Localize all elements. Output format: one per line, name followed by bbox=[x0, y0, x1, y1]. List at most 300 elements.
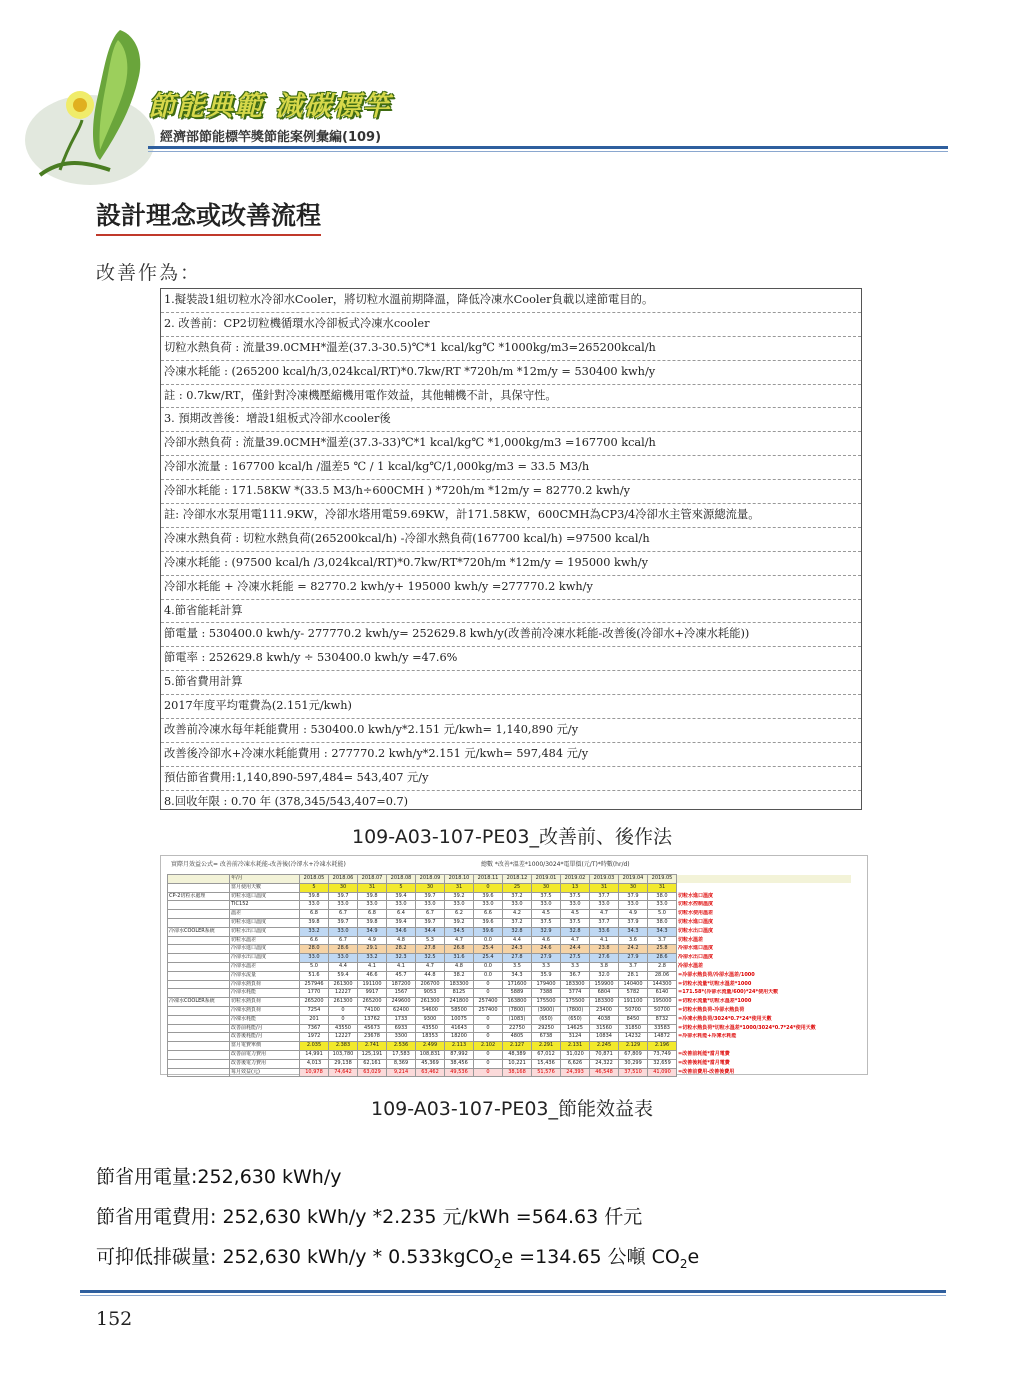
table-cell: 5.0 bbox=[648, 910, 677, 919]
table-cell: 6.8 bbox=[300, 910, 329, 919]
row-label: 切粒水進口溫度 bbox=[230, 918, 300, 927]
table-cell: 31.6 bbox=[445, 954, 474, 963]
page-header bbox=[0, 0, 1024, 190]
table-cell: 6738 bbox=[532, 1033, 561, 1042]
table-cell: 25.4 bbox=[474, 945, 503, 954]
table-cell: 27.8 bbox=[416, 945, 445, 954]
table-cell: 159900 bbox=[590, 980, 619, 989]
table-cell: 27.5 bbox=[561, 954, 590, 963]
calc-line: 冷凍水耗能 : (97500 kcal/h /3,024kcal/RT)*0.7kw/RT*720h/m *12m/y = 195000 kwh/y bbox=[161, 552, 861, 576]
table-cell: 9,214 bbox=[387, 1068, 416, 1077]
month-header: 2018.12 bbox=[503, 875, 532, 884]
table-cell: 3.3 bbox=[532, 962, 561, 971]
table-cell: 4.9 bbox=[619, 910, 648, 919]
table-cell: 33.2 bbox=[358, 954, 387, 963]
table-cell: 15,436 bbox=[532, 1059, 561, 1068]
table-row bbox=[168, 1033, 852, 1042]
table-cell: 0 bbox=[474, 980, 503, 989]
table-cell: 10075 bbox=[445, 1015, 474, 1024]
month-header: 2018.09 bbox=[416, 875, 445, 884]
table-cell: (3900) bbox=[532, 1006, 561, 1015]
table-cell: 51.6 bbox=[300, 971, 329, 980]
row-label: 冷凍水耗能 bbox=[230, 1015, 300, 1024]
table-cell: 37.2 bbox=[503, 918, 532, 927]
table-cell: 2.131 bbox=[561, 1042, 590, 1051]
table-cell: 24.2 bbox=[619, 945, 648, 954]
table-cell: 31 bbox=[445, 883, 474, 892]
table-cell: 70,871 bbox=[590, 1050, 619, 1059]
table-cell: 33.0 bbox=[590, 901, 619, 910]
calc-line: 冷凍水熱負荷 : 切粒水熱負荷(265200kcal/h) -冷卻水熱負荷(167700 kcal/h) =97500 kcal/h bbox=[161, 528, 861, 552]
calc-line: 註: 冷卻水水泵用電111.9KW，冷卻水塔用電59.69KW，計171.58KW，600CMH為CP3/4冷卻水主管來源總流量。 bbox=[161, 504, 861, 528]
row-label: 冷卻水出口溫度 bbox=[230, 954, 300, 963]
table-cell: 24.6 bbox=[532, 945, 561, 954]
table-cell: 4.7 bbox=[445, 936, 474, 945]
calc-line: 節電率 : 252629.8 kwh/y ÷ 530400.0 kwh/y =47.6% bbox=[161, 647, 861, 671]
month-header: 2018.05 bbox=[300, 875, 329, 884]
table-cell: 32.0 bbox=[590, 971, 619, 980]
table-cell: 265200 bbox=[358, 998, 387, 1007]
row-group bbox=[168, 883, 230, 892]
table-cell: 25 bbox=[503, 883, 532, 892]
table-cell: 7367 bbox=[300, 1024, 329, 1033]
table-row bbox=[168, 962, 852, 971]
calc-line: 3. 預期改善後：增設1組板式冷卻水cooler後 bbox=[161, 408, 861, 432]
row-group bbox=[168, 918, 230, 927]
table-row bbox=[168, 980, 852, 989]
row-group bbox=[168, 945, 230, 954]
table-cell: 0 bbox=[329, 1006, 358, 1015]
table-cell: 23.8 bbox=[590, 945, 619, 954]
table-cell: 4805 bbox=[503, 1033, 532, 1042]
table-cell: 17,583 bbox=[387, 1050, 416, 1059]
table-cell: 38.0 bbox=[648, 918, 677, 927]
table-cell: 46.6 bbox=[358, 971, 387, 980]
month-header: 2018.10 bbox=[445, 875, 474, 884]
table-cell: 4.8 bbox=[445, 962, 474, 971]
table-cell: 28.06 bbox=[648, 971, 677, 980]
table-cell: 74100 bbox=[358, 1006, 387, 1015]
table-cell: 33.6 bbox=[590, 927, 619, 936]
table-cell: 140400 bbox=[619, 980, 648, 989]
table-cell: 37.7 bbox=[590, 918, 619, 927]
table-cell: 24,393 bbox=[561, 1068, 590, 1077]
row-label: 切粒水出口溫度 bbox=[230, 927, 300, 936]
table-cell: 87,992 bbox=[445, 1050, 474, 1059]
table-cell: 14625 bbox=[561, 1024, 590, 1033]
row-formula-note: 切粒水使用溫差 bbox=[678, 910, 714, 917]
table-cell: 257400 bbox=[474, 1006, 503, 1015]
row-label: 當月電費單價 bbox=[230, 1042, 300, 1051]
row-label: 改善後電力費用 bbox=[230, 1059, 300, 1068]
table-cell: 171600 bbox=[503, 980, 532, 989]
table-cell: 10834 bbox=[590, 1033, 619, 1042]
table-cell: 0 bbox=[474, 1024, 503, 1033]
table-cell: 59.4 bbox=[329, 971, 358, 980]
table-cell: 37.9 bbox=[619, 918, 648, 927]
table-cell: 257946 bbox=[300, 980, 329, 989]
table-cell: 29250 bbox=[532, 1024, 561, 1033]
table-cell: 3.6 bbox=[619, 936, 648, 945]
row-label: 切粒水溫差 bbox=[230, 936, 300, 945]
table-cell: 187200 bbox=[387, 980, 416, 989]
table-cell: 4.1 bbox=[387, 962, 416, 971]
table-cell: 35.9 bbox=[532, 971, 561, 980]
table-cell: 4.6 bbox=[532, 936, 561, 945]
row-group bbox=[168, 1050, 230, 1059]
table-cell: 31 bbox=[648, 883, 677, 892]
calc-line: 冷卻水熱負荷 : 流量39.0CMH*溫差(37.3-33)℃*1 kcal/kg℃ *1,000kg/m3 =167700 kcal/h bbox=[161, 432, 861, 456]
table-cell: 1770 bbox=[300, 989, 329, 998]
table-cell: 43550 bbox=[416, 1024, 445, 1033]
table-cell: 5782 bbox=[619, 989, 648, 998]
table-cell: 73,749 bbox=[648, 1050, 677, 1059]
row-label: 冷卻水耗能 bbox=[230, 989, 300, 998]
table-cell: 58500 bbox=[445, 1006, 474, 1015]
table-cell: 33.0 bbox=[358, 901, 387, 910]
table-cell: 34.3 bbox=[619, 927, 648, 936]
table-cell: 18200 bbox=[445, 1033, 474, 1042]
table-cell: 33.0 bbox=[329, 901, 358, 910]
table-cell: 191100 bbox=[619, 998, 648, 1007]
summary-cost-saved: 節省用電費用: 252,630 kWh/y *2.235 元/kWh =564.63 仟元 bbox=[96, 1206, 643, 1228]
table-cell: 33.0 bbox=[503, 901, 532, 910]
row-label: 改善前電力費用 bbox=[230, 1050, 300, 1059]
table-cell: 2.129 bbox=[619, 1042, 648, 1051]
month-header: 2018.08 bbox=[387, 875, 416, 884]
table-cell: 24.4 bbox=[561, 945, 590, 954]
table-row bbox=[168, 998, 852, 1007]
table-cell: 2.127 bbox=[503, 1042, 532, 1051]
table-cell: 3.7 bbox=[619, 962, 648, 971]
table-cell: 33583 bbox=[648, 1024, 677, 1033]
calc-line: 改善前冷凍水每年耗能費用 : 530400.0 kwh/y*2.151 元/kwh= 1,140,890 元/y bbox=[161, 719, 861, 743]
table-cell: 39.6 bbox=[474, 918, 503, 927]
row-formula-note bbox=[677, 883, 852, 892]
row-group bbox=[168, 901, 230, 910]
row-formula-note: =171.58*(冷卻水流量/600)*24*使用天數 bbox=[678, 989, 779, 996]
table-cell: 6140 bbox=[648, 989, 677, 998]
row-formula-note: =切粒水流量*切粒水溫差*1000 bbox=[678, 980, 752, 987]
table-cell: 18353 bbox=[416, 1033, 445, 1042]
table-cell: 2.113 bbox=[445, 1042, 474, 1051]
row-group: 冷卻水COOLER系統 bbox=[168, 927, 230, 936]
table-cell: 33.0 bbox=[532, 901, 561, 910]
table-cell: 108,831 bbox=[416, 1050, 445, 1059]
table-row bbox=[168, 1024, 852, 1033]
month-header: 2019.05 bbox=[648, 875, 677, 884]
table-cell: 33.0 bbox=[445, 901, 474, 910]
table-cell: 39.4 bbox=[387, 892, 416, 901]
table-cell: 195000 bbox=[648, 998, 677, 1007]
sheet-title: 實際月效益公式= 改善前冷凍水耗能-改善後(冷卻水+冷凍水耗能) bbox=[171, 861, 346, 868]
table-cell: 63,029 bbox=[358, 1068, 387, 1077]
table-cell: 4.4 bbox=[503, 936, 532, 945]
row-group bbox=[168, 1033, 230, 1042]
row-group bbox=[168, 1024, 230, 1033]
table-cell: 33.0 bbox=[300, 954, 329, 963]
table-cell: 6.6 bbox=[474, 910, 503, 919]
row-group: 冷凍水COOLER系統 bbox=[168, 998, 230, 1007]
table-cell: 25.4 bbox=[474, 954, 503, 963]
row-label: 切粒水熱負荷 bbox=[230, 998, 300, 1007]
table-cell: 183300 bbox=[445, 980, 474, 989]
row-formula-note: =冷卻水熱負荷/冷卻水溫差/1000 bbox=[678, 971, 755, 978]
table-cell: 62400 bbox=[387, 1006, 416, 1015]
table-cell: 5.0 bbox=[300, 962, 329, 971]
table-cell: 38,168 bbox=[503, 1068, 532, 1077]
row-formula-note: =改善後耗能*當月電費 bbox=[678, 1059, 730, 1066]
table-row bbox=[168, 927, 852, 936]
table-cell: 4,013 bbox=[300, 1059, 329, 1068]
row-label: 當月使用天數 bbox=[230, 883, 300, 892]
table-cell: 32,659 bbox=[648, 1059, 677, 1068]
table-cell: 37.2 bbox=[503, 892, 532, 901]
table-cell: 261300 bbox=[416, 998, 445, 1007]
header-subtitle: 經濟部節能標竿獎節能案例彙編(109) bbox=[160, 130, 382, 145]
table-cell: 179400 bbox=[532, 980, 561, 989]
table-cell: 2.536 bbox=[387, 1042, 416, 1051]
table-cell: 33.0 bbox=[300, 901, 329, 910]
table-row bbox=[168, 1068, 852, 1077]
table-cell: 34.3 bbox=[648, 927, 677, 936]
table-cell: 33.0 bbox=[329, 927, 358, 936]
row-formula-note: 切粒水溫差 bbox=[678, 936, 704, 943]
table-cell: 26.8 bbox=[445, 945, 474, 954]
row-group bbox=[168, 936, 230, 945]
table-cell: 44.8 bbox=[416, 971, 445, 980]
table-cell: 2.499 bbox=[416, 1042, 445, 1051]
row-label: 改善前耗能/月 bbox=[230, 1024, 300, 1033]
row-formula-note bbox=[677, 875, 852, 884]
caption-before-after: 109-A03-107-PE03_改善前、後作法 bbox=[352, 826, 672, 848]
table-row bbox=[168, 1006, 852, 1015]
table-cell: 27.9 bbox=[532, 954, 561, 963]
table-cell: 48,389 bbox=[503, 1050, 532, 1059]
table-cell: 33.0 bbox=[387, 901, 416, 910]
table-cell: 39.7 bbox=[329, 918, 358, 927]
calc-line: 2017年度平均電費為(2.151元/kwh) bbox=[161, 695, 861, 719]
savings-table bbox=[167, 874, 852, 1077]
row-group bbox=[168, 1068, 230, 1077]
table-cell: 10,221 bbox=[503, 1059, 532, 1068]
row-label: 溫差 bbox=[230, 910, 300, 919]
table-cell: 261300 bbox=[329, 980, 358, 989]
table-cell: 8125 bbox=[445, 989, 474, 998]
row-group bbox=[168, 962, 230, 971]
table-cell: 39.2 bbox=[445, 892, 474, 901]
table-cell: 3300 bbox=[387, 1033, 416, 1042]
table-cell: (1083) bbox=[503, 1015, 532, 1024]
table-cell: 31850 bbox=[619, 1024, 648, 1033]
table-cell: 32.8 bbox=[503, 927, 532, 936]
table-cell: 103,780 bbox=[329, 1050, 358, 1059]
calc-line: 1.擬裝設1組切粒水冷卻水Cooler，將切粒水溫前期降溫，降低冷凍水Cooler負載以達節電目的。 bbox=[161, 289, 861, 313]
table-cell: 74,642 bbox=[329, 1068, 358, 1077]
row-formula-note: =改善前費用-改善後費用 bbox=[678, 1068, 735, 1075]
table-cell: 6.6 bbox=[300, 936, 329, 945]
table-cell: 30 bbox=[416, 883, 445, 892]
table-cell: 257400 bbox=[474, 998, 503, 1007]
calc-line: 冷卻水耗能 : 171.58KW *(33.5 M3/h÷600CMH ) *720h/m *12m/y = 82770.2 kwh/y bbox=[161, 480, 861, 504]
table-cell: 0 bbox=[474, 989, 503, 998]
footer-divider-thin bbox=[80, 1295, 946, 1296]
co2-subscript: 2 bbox=[493, 1256, 502, 1271]
table-cell: 3.5 bbox=[503, 962, 532, 971]
table-row bbox=[168, 1042, 852, 1051]
table-cell: 34.5 bbox=[445, 927, 474, 936]
header-divider bbox=[148, 146, 948, 149]
table-cell: 2.245 bbox=[590, 1042, 619, 1051]
table-cell: 14872 bbox=[648, 1033, 677, 1042]
table-cell: 10,978 bbox=[300, 1068, 329, 1077]
row-formula-note: 冷卻水出口溫度 bbox=[678, 954, 714, 961]
table-cell: 32.8 bbox=[561, 927, 590, 936]
table-cell: 29.1 bbox=[358, 945, 387, 954]
table-cell: 13762 bbox=[358, 1015, 387, 1024]
table-cell: (650) bbox=[561, 1015, 590, 1024]
table-cell: 43550 bbox=[329, 1024, 358, 1033]
month-header: 2018.11 bbox=[474, 875, 503, 884]
table-cell: 39.7 bbox=[416, 918, 445, 927]
table-cell: 0.0 bbox=[474, 971, 503, 980]
table-cell: 39.2 bbox=[445, 918, 474, 927]
row-group: CP-2切粒水處理 bbox=[168, 892, 230, 901]
row-formula-note: 切粒水進口溫度 bbox=[678, 918, 714, 925]
table-cell: 67,012 bbox=[532, 1050, 561, 1059]
table-cell: 0 bbox=[474, 1015, 503, 1024]
table-cell: 24.3 bbox=[503, 945, 532, 954]
month-header: 2019.04 bbox=[619, 875, 648, 884]
table-row bbox=[168, 1050, 852, 1059]
table-cell: 1972 bbox=[300, 1033, 329, 1042]
table-cell: 34.6 bbox=[387, 927, 416, 936]
table-cell: 33.0 bbox=[329, 954, 358, 963]
table-cell: 4.7 bbox=[561, 936, 590, 945]
table-cell: 62,161 bbox=[358, 1059, 387, 1068]
header-divider-thin bbox=[148, 151, 948, 152]
table-cell: 37.7 bbox=[590, 892, 619, 901]
table-cell: 206700 bbox=[416, 980, 445, 989]
table-cell: 32.5 bbox=[416, 954, 445, 963]
table-cell: 45.7 bbox=[387, 971, 416, 980]
table-cell: 1733 bbox=[387, 1015, 416, 1024]
table-cell: 3.7 bbox=[648, 936, 677, 945]
table-cell: 39.6 bbox=[474, 892, 503, 901]
row-group bbox=[168, 1015, 230, 1024]
table-cell: (650) bbox=[532, 1015, 561, 1024]
table-row bbox=[168, 892, 852, 901]
table-row bbox=[168, 1059, 852, 1068]
table-cell: 4.4 bbox=[329, 962, 358, 971]
table-cell: 27.6 bbox=[590, 954, 619, 963]
month-header: 2019.01 bbox=[532, 875, 561, 884]
table-cell: 33.0 bbox=[619, 901, 648, 910]
row-label: 冷凍水熱負荷 bbox=[230, 1006, 300, 1015]
summary-energy-saved: 節省用電量:252,630 kWh/y bbox=[96, 1166, 342, 1188]
row-formula-note: 切粒水控制溫度 bbox=[678, 901, 714, 908]
table-cell: 25.8 bbox=[648, 945, 677, 954]
table-row bbox=[168, 1015, 852, 1024]
table-cell: 33.2 bbox=[300, 927, 329, 936]
table-cell: 46,548 bbox=[590, 1068, 619, 1077]
table-cell: 31 bbox=[590, 883, 619, 892]
table-cell: 163800 bbox=[503, 998, 532, 1007]
calc-line: 冷凍水耗能 : (265200 kcal/h/3,024kcal/RT)*0.7kw/RT *720h/m *12m/y = 530400 kwh/y bbox=[161, 361, 861, 385]
table-cell: 39.8 bbox=[300, 918, 329, 927]
table-cell: 191100 bbox=[358, 980, 387, 989]
table-cell: 41643 bbox=[445, 1024, 474, 1033]
table-cell: 0 bbox=[474, 883, 503, 892]
savings-spreadsheet bbox=[160, 855, 868, 1075]
row-group bbox=[168, 1042, 230, 1051]
sheet-title-formula: 總數 *改善*溫差*1000/3024*電單價(元/T)*時數(hr/d) bbox=[481, 861, 630, 868]
table-cell: 4.2 bbox=[503, 910, 532, 919]
month-header: 2019.03 bbox=[590, 875, 619, 884]
header-title: 節能典範 減碳標竿 bbox=[148, 91, 392, 122]
table-cell: 33.0 bbox=[561, 901, 590, 910]
table-cell: 2.741 bbox=[358, 1042, 387, 1051]
table-cell: 3774 bbox=[561, 989, 590, 998]
table-cell: 12227 bbox=[329, 1033, 358, 1042]
row-label: 冷卻水進口溫度 bbox=[230, 945, 300, 954]
table-cell: 144300 bbox=[648, 980, 677, 989]
table-cell: 2.035 bbox=[300, 1042, 329, 1051]
table-cell: 6.2 bbox=[445, 910, 474, 919]
table-cell: 183300 bbox=[590, 998, 619, 1007]
table-cell: 37.9 bbox=[619, 892, 648, 901]
table-cell: 39.6 bbox=[474, 927, 503, 936]
table-cell: 5 bbox=[387, 883, 416, 892]
co2-subscript-2: 2 bbox=[679, 1256, 688, 1271]
table-cell: 2.196 bbox=[648, 1042, 677, 1051]
table-cell: (7800) bbox=[561, 1006, 590, 1015]
table-row bbox=[168, 901, 852, 910]
table-cell: 3.8 bbox=[590, 962, 619, 971]
table-cell: 33.0 bbox=[416, 901, 445, 910]
table-cell: 28.0 bbox=[300, 945, 329, 954]
row-formula-note: =切粒水熱負荷*切粒水溫差*1000/3024*0.7*24*使用天數 bbox=[678, 1024, 816, 1031]
table-cell: 175500 bbox=[532, 998, 561, 1007]
table-cell: 37.5 bbox=[532, 892, 561, 901]
row-label: 冷卻水熱負荷 bbox=[230, 980, 300, 989]
table-cell: 50700 bbox=[619, 1006, 648, 1015]
table-cell: 37.5 bbox=[561, 892, 590, 901]
table-cell: 9917 bbox=[358, 989, 387, 998]
table-cell: 0 bbox=[474, 1050, 503, 1059]
table-row bbox=[168, 883, 852, 892]
calc-line: 4.節省能耗計算 bbox=[161, 600, 861, 624]
table-cell: 32.3 bbox=[387, 954, 416, 963]
row-label: 改善後耗能/月 bbox=[230, 1033, 300, 1042]
table-cell: 1567 bbox=[387, 989, 416, 998]
table-cell: 28.2 bbox=[387, 945, 416, 954]
table-cell: 249600 bbox=[387, 998, 416, 1007]
table-row bbox=[168, 875, 852, 884]
row-label: 切粒水進口溫度 bbox=[230, 892, 300, 901]
table-cell: 6.4 bbox=[387, 910, 416, 919]
table-cell: 67,809 bbox=[619, 1050, 648, 1059]
row-label: 每月效益(元) bbox=[230, 1068, 300, 1077]
summary-carbon-reduced bbox=[96, 1242, 699, 1271]
table-cell: 241800 bbox=[445, 998, 474, 1007]
table-cell: 9053 bbox=[416, 989, 445, 998]
table-cell: 33.0 bbox=[648, 901, 677, 910]
table-cell: 261300 bbox=[329, 998, 358, 1007]
calc-line: 8.回收年限 : 0.70 年 (378,345/543,407=0.7) bbox=[164, 794, 409, 808]
table-cell: 4.1 bbox=[590, 936, 619, 945]
table-cell: 51,576 bbox=[532, 1068, 561, 1077]
